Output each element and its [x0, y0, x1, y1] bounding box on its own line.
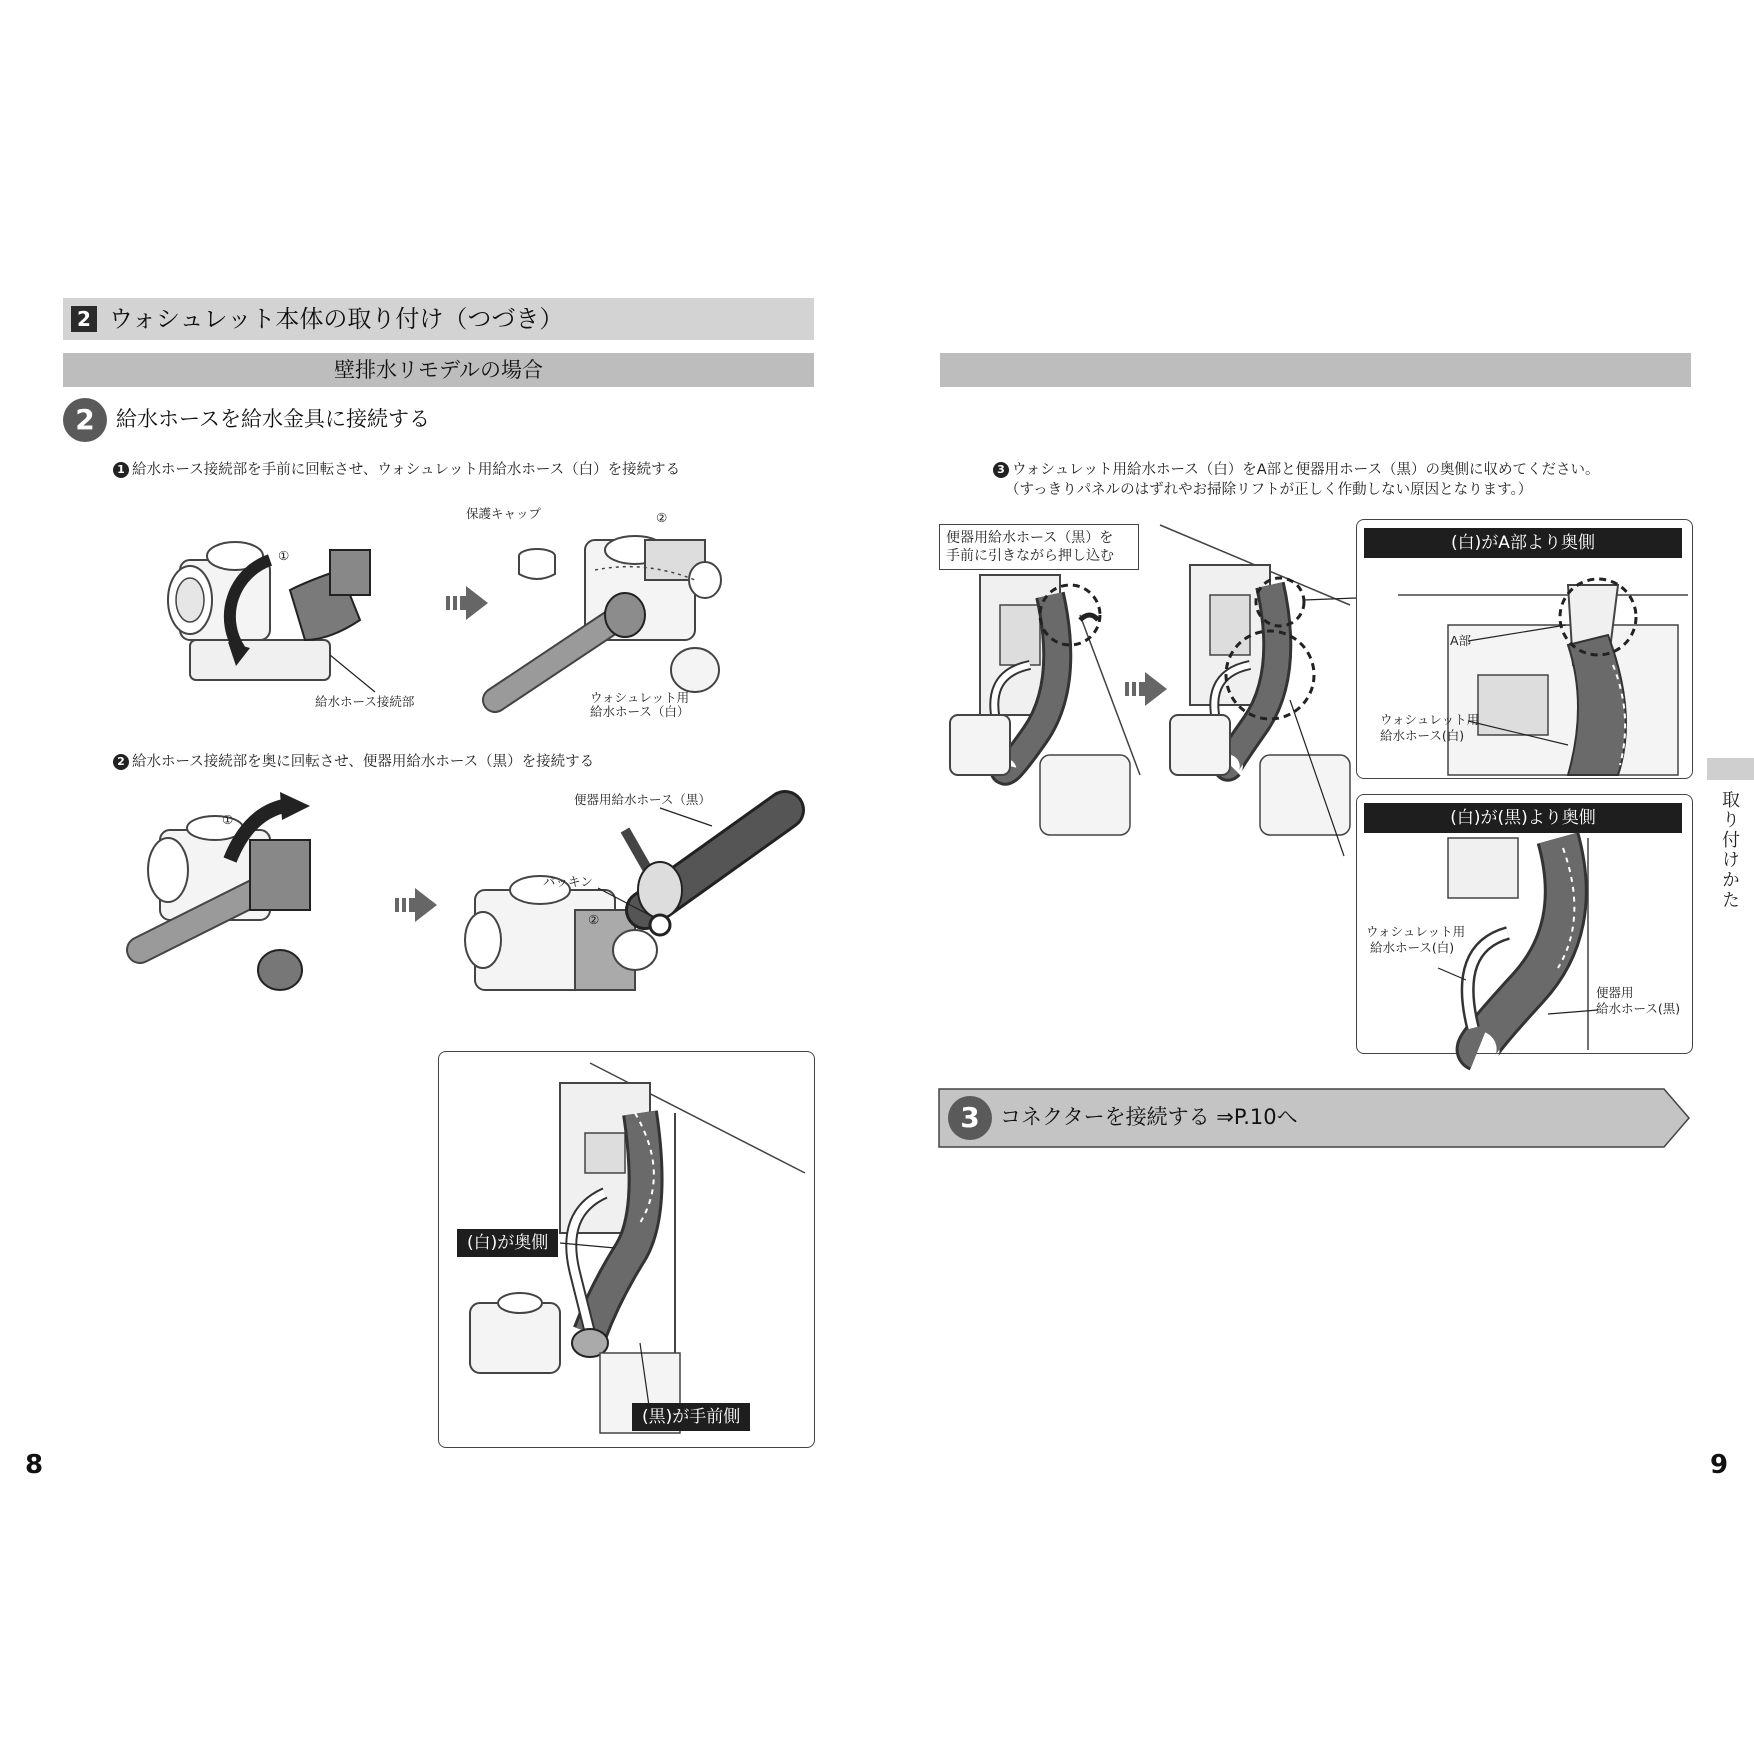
joint-label: 給水ホース接続部 [315, 694, 415, 709]
instruction-text: 給水ホース接続部を手前に回転させ、ウォシュレット用給水ホース（白）を接続する [132, 462, 681, 478]
white-hose-label-line2: 給水ホース(白) [1370, 940, 1455, 955]
circled-2-label: ② [588, 912, 600, 927]
side-tab-label: 取り付けかた [1719, 790, 1740, 910]
white-hose-label-line1: ウォシュレット用 [590, 690, 690, 705]
instruction-marker: 1 [113, 462, 129, 478]
section-number: 2 [71, 306, 97, 332]
circled-1-label: ① [222, 812, 234, 827]
black-hose-label-line1: 便器用 [1596, 985, 1634, 1000]
next-step-badge: 3 [948, 1096, 992, 1140]
instruction-text: 給水ホース接続部を奥に回転させ、便器用給水ホース（黒）を接続する [132, 754, 595, 770]
callout-line2: 手前に引きながら押し込む [946, 548, 1114, 564]
zoom-a-illustration [1358, 565, 1688, 775]
subheader-title: 壁排水リモデルの場合 [334, 358, 543, 382]
next-step-text[interactable]: コネクターを接続する ⇒P.10へ [1000, 1105, 1298, 1129]
panel-a-title: (白)がA部より奥側 [1364, 528, 1682, 558]
page-number-left: 8 [25, 1450, 44, 1480]
white-back-tag: (白)が奥側 [457, 1229, 558, 1257]
section-title: ウォシュレット本体の取り付け（つづき） [109, 305, 564, 333]
white-hose-label-line2: 給水ホース（白） [590, 704, 690, 719]
step-number-badge: 2 [63, 398, 107, 442]
instruction-text-line1: ウォシュレット用給水ホース（白）をA部と便器用ホース（黒）の奥側に収めてください。 [1012, 462, 1600, 478]
black-front-tag: (黒)が手前側 [632, 1403, 750, 1431]
instruction-marker: 2 [113, 754, 129, 770]
circled-2-label: ② [656, 510, 668, 525]
instruction-marker: 3 [993, 462, 1009, 478]
packing-label: パッキン [543, 874, 593, 889]
circled-1-label: ① [278, 548, 290, 563]
white-hose-label-line1: ウォシュレット用 [1366, 924, 1466, 939]
black-hose-label-line2: 給水ホース(黒) [1596, 1001, 1681, 1016]
page-number-right: 9 [1710, 1450, 1729, 1480]
white-hose-label-line2: 給水ホース(白) [1380, 728, 1465, 743]
panel-b-title: (白)が(黒)より奥側 [1364, 803, 1682, 833]
side-tab-marker [1707, 758, 1754, 780]
white-hose-label-line1: ウォシュレット用 [1380, 712, 1480, 727]
cap-label: 保護キャップ [466, 506, 542, 521]
step-title: 給水ホースを給水金具に接続する [116, 407, 430, 431]
instruction-text-line2: （すっきりパネルのはずれやお掃除リフトが正しく作動しない原因となります。） [1005, 482, 1533, 498]
part-a-label: A部 [1450, 633, 1472, 648]
callout-line1: 便器用給水ホース（黒）を [946, 530, 1114, 546]
black-hose-label: 便器用給水ホース（黒） [574, 792, 711, 807]
